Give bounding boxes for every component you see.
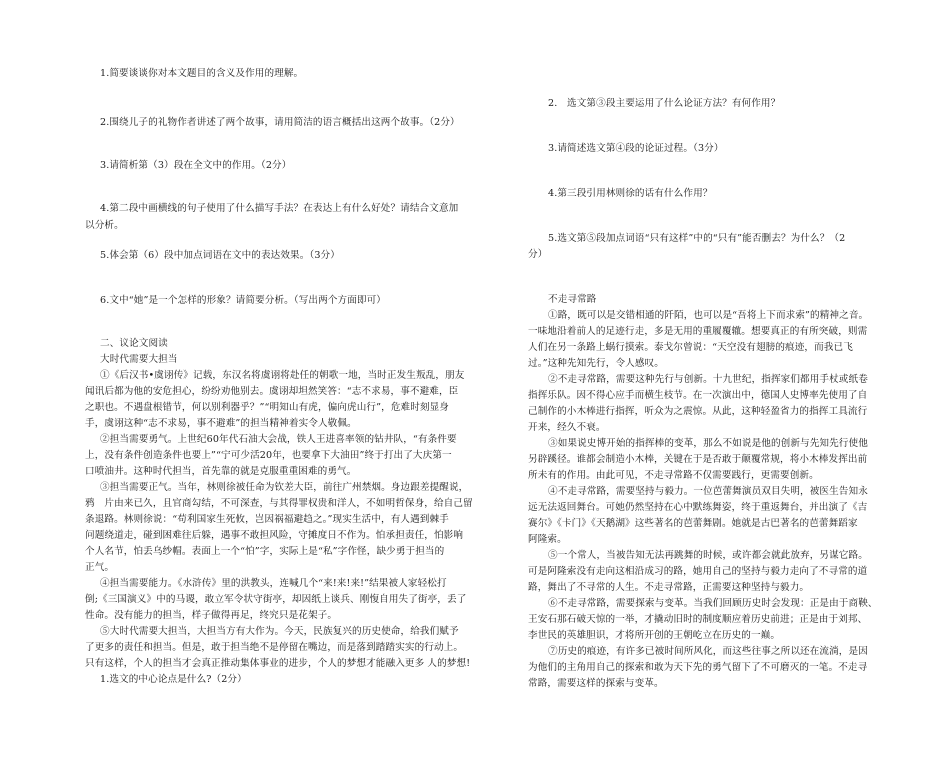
article-line: 己制作的小木棒进行指挥，听众为之震惊。从此，这种轻盈省力的指挥工具流行 [528, 406, 868, 417]
article-line: 另辟蹊径。谁都会制造小木棒，关键在于是否敢于颠覆常规，将小木棒发挥出前 [528, 454, 868, 465]
article-line: 赛尔》《卡门》《天鹅湖》这些著名的芭蕾舞剧。她就是古巴著名的芭蕾舞蹈家 [528, 518, 858, 529]
article-line: 口喷油井。这种时代担当，首先靠的就是克服重重困难的勇气。 [85, 466, 357, 477]
article-line: ⑤大时代需要大担当，大担当方有大作为。今天，民族复兴的历史使命，给我们赋予 [100, 626, 459, 637]
article-line: ④担当需要能力。《水浒传》里的洪教头，连喊几个“来!来!来!”结果被人家轻松打 [100, 578, 447, 589]
article-line: 只有这样，个人的担当才会真正推动集体事业的进步，个人的梦想才能融入更多 人的梦想! [85, 658, 471, 669]
question-2b: 2. 选文第③段主要运用了什么论证方法？有何作用？ [548, 98, 781, 109]
question-5b: 5.选文第⑤段加点词语“只有这样”中的“只有”能否删去？为什么？（2 [548, 233, 846, 244]
article-line: 问题绕道走，碰到困难往后躲，遇事不敢担风险，守摊度日不作为。怕承担责任，怕影响 [85, 530, 464, 541]
article-line: 正气。 [85, 562, 115, 573]
question-4: 4.第二段中画横线的句子使用了什么描写手法？在表达上有什么好处？请结合文意加 [100, 203, 459, 214]
article-line: 指挥乐队。因不得心应手而横生枝节。在一次演出中，德国人史博率先使用了自 [528, 390, 868, 401]
article-line: 王安石那石破天惊的一举，才撬动旧时的制度顺应着历史前进；正是由于刘邦、 [528, 614, 868, 625]
section-heading: 二、议论文阅读 [100, 338, 168, 349]
article-line: 过。”这种先知先行，令人感叹。 [528, 358, 664, 369]
article-line: ①路，既可以是交错相通的阡陌，也可以是“吾将上下而求索”的精神之音。 [548, 310, 869, 321]
article-line: 所未有的作用。由此可见，不走寻常路不仅需要践行，更需要创新。 [528, 470, 819, 481]
article-line: 李世民的英雄胆识，才将所开创的王朝屹立在历史的一巅。 [528, 630, 781, 641]
article-line: 可是阿隆索没有走向这相沿成习的路，她用自己的坚持与毅力走向了不寻常的道 [528, 566, 868, 577]
question-1: 1.简要谈谈你对本文题目的含义及作用的理解。 [100, 68, 304, 79]
article-line: 个人名节，怕丢乌纱帽。表面上一个“怕”字，实际上是“私”字作怪，缺少勇于担当的 [85, 546, 445, 557]
article-line: 阿隆索。 [528, 534, 567, 545]
question-after-article: 1.选文的中心论点是什么?（2分） [100, 674, 247, 685]
question-4-continuation: 以分析。 [85, 220, 124, 231]
article-line: ③担当需要正气。当年，林则徐被任命为钦差大臣，前往广州禁烟。身边跟差提醒说， [100, 482, 469, 493]
article-line: 之职也。不遇盘根错节，何以别利器乎？”“明知山有虎，偏向虎山行”，危难时刻显身 [85, 402, 449, 413]
article-line: 鸦 片由来已久，且官商勾结，不可深查，与其得罪权贵和洋人，不如明哲保身，给自己留 [85, 498, 473, 509]
article-title: 不走寻常路 [548, 294, 597, 305]
article-title: 大时代需要大担当 [100, 354, 178, 365]
article-line: 远无法返回舞台。可她仍然坚持在心中默练舞姿，终于重返舞台，并出演了《吉 [528, 502, 868, 513]
article-line: ①《后汉书•虞诩传》记载，东汉名将虞诩将赴任的朝歌一地，当时正发生叛乱，朋友 [100, 370, 465, 381]
article-line: 性命。没有能力的担当，样子做得再足，终究只是花架子。 [85, 610, 338, 621]
article-line: ④不走寻常路，需要坚持与毅力。一位芭蕾舞演员双目失明，被医生告知永 [548, 486, 868, 497]
article-line: 上，没有条件创造条件也要上”“宁可少活20年，也要拿下大油田”终于打出了大庆第一 [85, 450, 452, 461]
article-line: ⑦历史的痕迹，有许多已被时间所风化，而这些往事之所以还在流淌，是因 [548, 646, 868, 657]
article-line: 路，舞出了不寻常的人生。不走寻常路，正需要这种坚持与毅力。 [528, 582, 810, 593]
question-2: 2.围绕儿子的礼物作者讲述了两个故事，请用简洁的语言概括出这两个故事。（2分） [100, 117, 460, 128]
article-line: 倒;《三国演义》中的马谡，敢立军令状守街亭，却因纸上谈兵、刚愎自用失了街亭，丢了 [85, 594, 467, 605]
question-3: 3.请简析第（3）段在全文中的作用。（2分） [100, 160, 292, 171]
question-3b: 3.请简述选文第④段的论证过程。（3分） [548, 143, 724, 154]
article-line: 人们在另一条路上蜗行摸索。泰戈尔曾说：“天空没有翅膀的痕迹，而我已飞 [528, 342, 853, 353]
article-line: 闻讯后都为他的安危担心，纷纷劝他别去。虞诩却坦然笑答：“志不求易，事不避难，臣 [85, 386, 459, 397]
article-line: 条退路。林则徐说：“苟利国家生死攸，岂因祸福避趋之。”现实生活中，有人遇到棘手 [85, 514, 449, 525]
article-line: ⑥不走寻常路，需要探索与变革。当我们回顾历史时会发现：正是由于商鞅、 [548, 598, 878, 609]
article-line: 常路，需要这样的探索与变革。 [528, 678, 664, 689]
article-line: 一味地沿着前人的足迹行走，多是无用的重履覆辙。想要真正的有所突破，则需 [528, 326, 868, 337]
article-line: ②担当需要勇气。上世纪60年代石油大会战，铁人王进喜率领的钻井队，“有条件要 [100, 434, 457, 445]
article-line: ⑤一个常人，当被告知无法再跳舞的时候，或许都会就此放弃，另谋它路。 [548, 550, 868, 561]
article-line: 手，虞诩这种“志不求易，事不避难”的担当精神着实令人敬佩。 [85, 418, 357, 429]
article-line: 了更多的责任和担当。但是，敢于担当绝不是停留在嘴边，而是落到踏踏实实的行动上。 [85, 642, 464, 653]
question-4b: 4.第三段引用林则徐的话有什么作用？ [548, 188, 713, 199]
article-line: 为他们的主角用自己的探索和敢为天下先的勇气留下了不可磨灭的一笔。不走寻 [528, 662, 868, 673]
question-5b-continuation: 分） [528, 249, 548, 260]
article-line: ②不走寻常路，需要这种先行与创新。十九世纪，指挥家们都用手杖或纸卷 [548, 374, 868, 385]
question-6: 6.文中“她”是一个怎样的形象？请简要分析。（写出两个方面即可） [100, 295, 386, 306]
article-line: ③如果说史博开始的指挥棒的变革，那么不如说是他的创新与先知先行使他 [548, 438, 868, 449]
article-line: 开来，经久不衰。 [528, 422, 606, 433]
question-5: 5.体会第（6）段中加点词语在文中的表达效果。（3分） [100, 250, 340, 261]
